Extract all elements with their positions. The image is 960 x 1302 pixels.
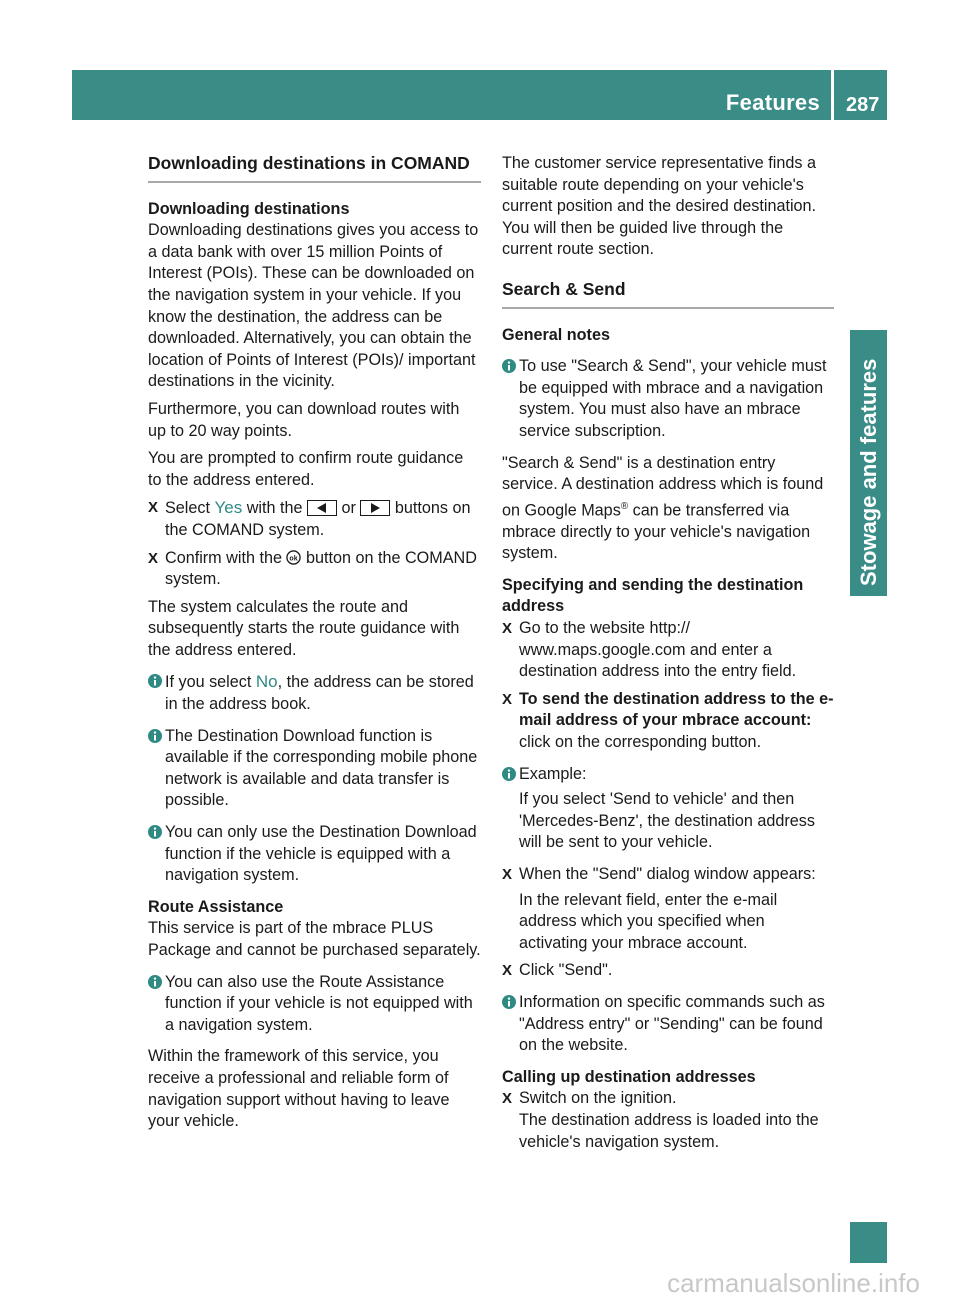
step-arrow-icon: X	[502, 1090, 513, 1108]
paragraph-text: "Search & Send" is a destination entry service. A destination address which is found on Google Maps	[502, 453, 824, 520]
info-note	[148, 671, 481, 715]
header-section-title: Features	[725, 90, 820, 115]
info-note-example	[502, 764, 834, 854]
step-text: Go to the website http:// www.maps.google.com and enter a destination address into the entry field.	[519, 619, 797, 681]
subhead-general-notes: General notes	[502, 325, 610, 344]
paragraph: The system calculates the route and subsequently starts the route guidance with the address entered.	[148, 597, 460, 659]
info-icon	[148, 674, 162, 688]
watermark: carmanualsonline.info	[667, 1268, 920, 1298]
step-switch-ignition	[502, 1088, 834, 1153]
info-icon	[502, 767, 516, 781]
display-text-yes: Yes	[214, 498, 243, 518]
step-arrow-icon: X	[502, 866, 513, 884]
side-tab-label: Stowage and features	[856, 358, 881, 586]
step-arrow-icon: X	[148, 499, 159, 517]
step-text-bold: To send the destination address to the e-mail address of your mbrace account:	[519, 689, 834, 730]
step-click-send	[502, 960, 834, 982]
paragraph-text: can be transferred via mbrace directly to your vehicle's navigation system.	[502, 501, 811, 563]
step-confirm	[148, 548, 481, 591]
side-tab-square	[850, 1222, 887, 1263]
paragraph: You are prompted to confirm route guidance to the address entered.	[148, 449, 464, 489]
subhead-specifying: Specifying and sending the destination address	[502, 575, 804, 616]
step-text: buttons on the COMAND system.	[165, 499, 471, 539]
info-text: Information on specific commands such as "Address entry" or "Sending" can be found on the website.	[519, 992, 825, 1055]
step-text: button on the COMAND system.	[165, 548, 477, 589]
step-arrow-icon: X	[148, 549, 159, 567]
info-text: You can only use the Destination Download function if the vehicle is equipped with a navigation system.	[165, 823, 477, 885]
info-icon	[502, 995, 516, 1009]
info-text: The Destination Download function is available if the corresponding mobile phone network is available and data transfer is possible.	[165, 726, 478, 810]
right-column	[502, 153, 834, 1159]
info-note	[502, 992, 834, 1057]
section-title-search-send: Search & Send	[502, 279, 834, 309]
page-number: 287	[846, 94, 880, 116]
info-icon	[148, 729, 162, 743]
paragraph: Furthermore, you can download routes with up to 20 way points.	[148, 399, 460, 440]
info-text: You can also use the Route Assistance function if your vehicle is not equipped with a navigation system.	[165, 972, 473, 1034]
step-text: Switch on the ignition.	[519, 1089, 677, 1108]
info-text: If you select	[165, 673, 256, 692]
paragraph: Downloading destinations gives you access to a data bank with over 15 million Points of Interest (POIs). These can be downloaded on the navigation system in your vehicle. If you know the destination, the address can be downloaded. Alternatively, you can obtain the location of Points of Interest (POIs)/ important destinations in the vicinity.	[148, 221, 479, 391]
step-send-dialog	[502, 864, 834, 954]
svg-text:ok: ok	[289, 554, 299, 562]
subhead-calling-up: Calling up destination addresses	[502, 1067, 756, 1086]
step-arrow-icon: X	[502, 620, 513, 638]
step-text: When the "Send" dialog window appears:	[519, 865, 816, 884]
step-text: The destination address is loaded into the vehicle's navigation system.	[519, 1110, 819, 1151]
paragraph: Within the framework of this service, you receive a professional and reliable form of navigation support without having to leave your vehicle.	[148, 1047, 450, 1131]
info-note	[148, 726, 481, 812]
step-text: Select	[165, 499, 215, 518]
step-arrow-icon: X	[502, 690, 513, 708]
header-divider	[831, 70, 834, 120]
right-button-icon	[360, 500, 390, 516]
info-icon	[148, 975, 162, 989]
info-icon	[148, 825, 162, 839]
paragraph	[502, 453, 834, 565]
step-send-address	[502, 689, 834, 754]
subhead-downloading-destinations: Downloading destinations	[148, 199, 350, 218]
step-go-to-website	[502, 618, 834, 683]
subhead-route-assistance: Route Assistance	[148, 897, 284, 916]
step-text: or	[337, 499, 361, 518]
step-text: click on the corresponding button.	[519, 733, 762, 752]
left-button-icon	[307, 500, 337, 516]
step-arrow-icon: X	[502, 962, 513, 980]
info-icon	[502, 359, 516, 373]
ok-button-icon	[286, 550, 301, 565]
info-note	[148, 972, 481, 1037]
info-text: Example:	[519, 764, 587, 783]
step-text: In the relevant field, enter the e-mail address which you specified when activating your mbrace account.	[519, 890, 778, 952]
paragraph: The customer service representative finds a suitable route depending on your vehicle's current position and the desired destination. You will then be guided live through the current route section.	[502, 154, 817, 259]
paragraph: This service is part of the mbrace PLUS Package and cannot be purchased separately.	[148, 919, 481, 959]
step-text: with the	[242, 499, 308, 518]
step-text: Click "Send".	[519, 961, 613, 980]
section-title-downloading: Downloading destinations in COMAND	[148, 153, 481, 183]
step-text: Confirm with the	[165, 548, 287, 567]
info-note	[148, 822, 481, 887]
left-column	[148, 153, 481, 1139]
display-text-no: No	[255, 672, 278, 692]
info-note	[502, 356, 834, 442]
info-text: If you select 'Send to vehicle' and then 'Mercedes-Benz', the destination address will be sent to your vehicle.	[519, 790, 815, 852]
info-text: , the address can be stored in the address book.	[165, 673, 474, 714]
info-text: To use "Search & Send", your vehicle must be equipped with mbrace and a navigation system. You must also have an mbrace service subscription.	[519, 357, 827, 440]
registered-mark: ®	[620, 500, 629, 512]
step-select-yes	[148, 497, 481, 541]
